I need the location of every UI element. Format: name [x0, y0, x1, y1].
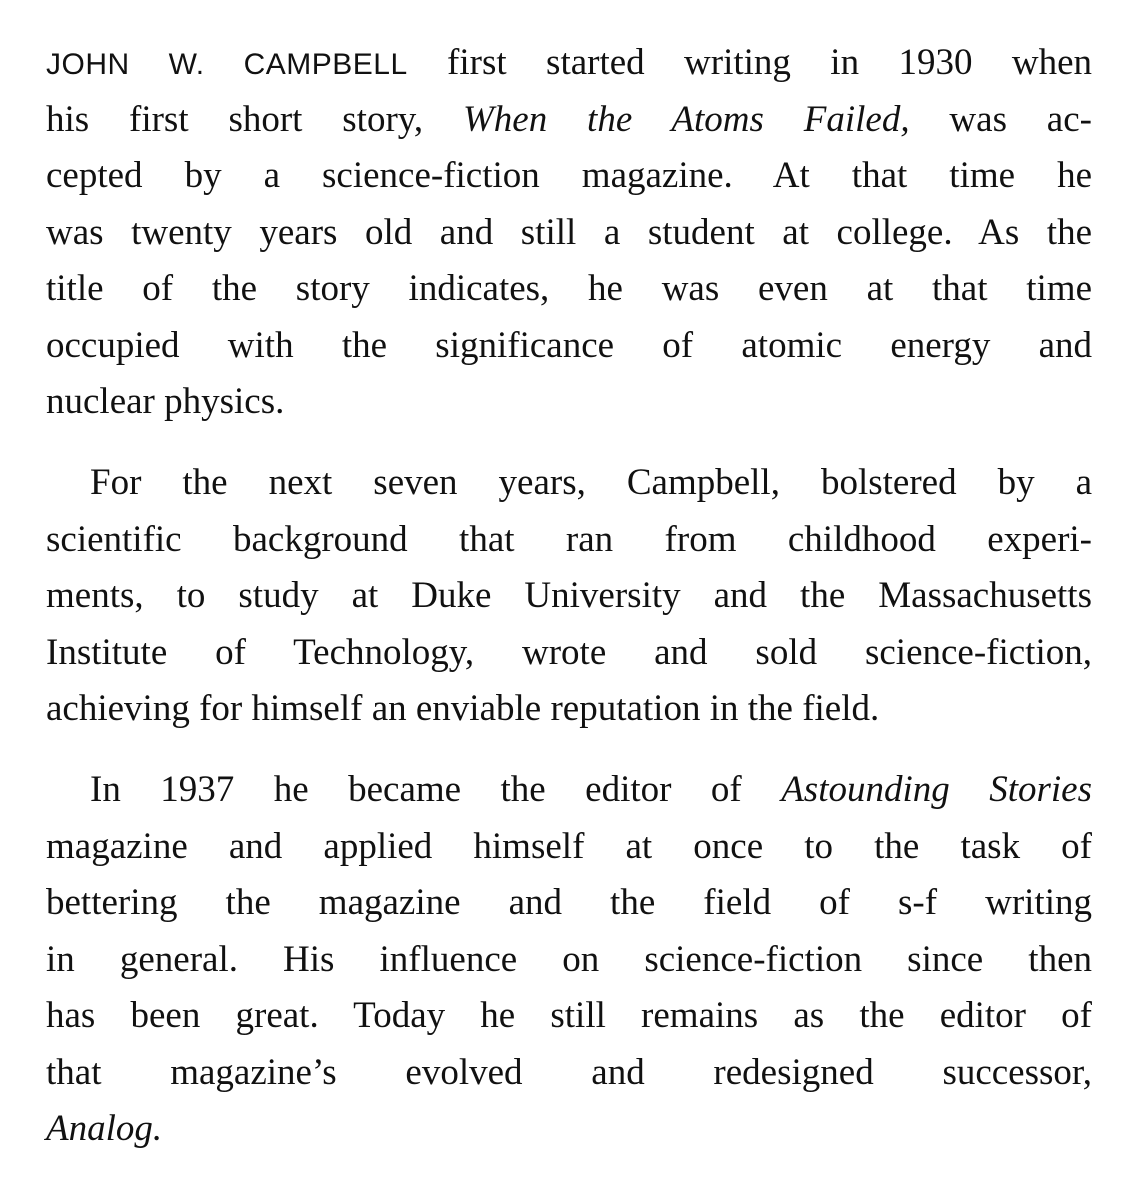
text-segment: his first short story, — [46, 98, 463, 140]
text-line — [46, 932, 1092, 989]
text-line — [46, 318, 1092, 375]
text-segment: nuclear physics. — [46, 381, 285, 422]
text-line — [46, 261, 1092, 318]
text-line — [46, 455, 1092, 512]
paragraph — [46, 35, 1092, 431]
text-segment: occupied with the significance of atomic energy and — [46, 324, 1092, 366]
text-segment: that magazine’s evolved and redesigned successor, — [46, 1051, 1092, 1093]
text-segment: bettering the magazine and the field of s-f writing — [46, 882, 1092, 923]
text-segment: title of the story indicates, he was even at that time — [46, 268, 1092, 309]
text-line — [46, 568, 1092, 625]
text-line — [46, 35, 1092, 92]
text-segment: cepted by a science-fiction magazine. At that time he — [46, 155, 1092, 196]
text-line — [46, 988, 1092, 1045]
text-segment: In 1937 he became the editor of — [90, 769, 782, 810]
text-line — [46, 148, 1092, 205]
text-line — [46, 512, 1092, 569]
text-line — [46, 205, 1092, 262]
text-segment: first started writing in 1930 when — [407, 42, 1092, 83]
author-name: JOHN W. CAMPBELL — [46, 48, 408, 81]
text-line — [46, 1101, 1092, 1158]
text-segment: Institute of Technology, wrote and sold science-fiction, — [46, 631, 1092, 673]
text-line — [46, 92, 1092, 149]
italic-title: When the Atoms Failed, — [462, 98, 910, 140]
text-line — [46, 374, 1092, 431]
italic-title: Astounding Stories — [781, 769, 1092, 810]
text-line — [46, 875, 1092, 932]
text-line — [46, 625, 1092, 682]
text-segment: has been great. Today he still remains as the editor of — [46, 995, 1092, 1036]
paragraph — [46, 455, 1092, 738]
text-segment: magazine and applied himself at once to the task of — [46, 825, 1092, 867]
text-line — [46, 762, 1092, 819]
text-segment: achieving for himself an enviable reputation in the field. — [46, 688, 880, 729]
italic-title: Analog. — [46, 1108, 163, 1149]
paragraph — [46, 762, 1092, 1158]
text-segment: For the next seven years, Campbell, bolstered by a — [90, 462, 1092, 503]
text-line — [46, 681, 1092, 738]
text-segment: scientific background that ran from childhood experi- — [46, 518, 1092, 560]
text-segment: ments, to study at Duke University and the Massachusetts — [46, 575, 1092, 616]
text-line — [46, 1045, 1092, 1102]
document-body — [46, 35, 1092, 1182]
text-line — [46, 819, 1092, 876]
text-segment: in general. His influence on science-fiction since then — [46, 938, 1092, 980]
text-segment: was twenty years old and still a student at college. As the — [46, 211, 1092, 253]
text-segment: was ac- — [909, 98, 1092, 140]
